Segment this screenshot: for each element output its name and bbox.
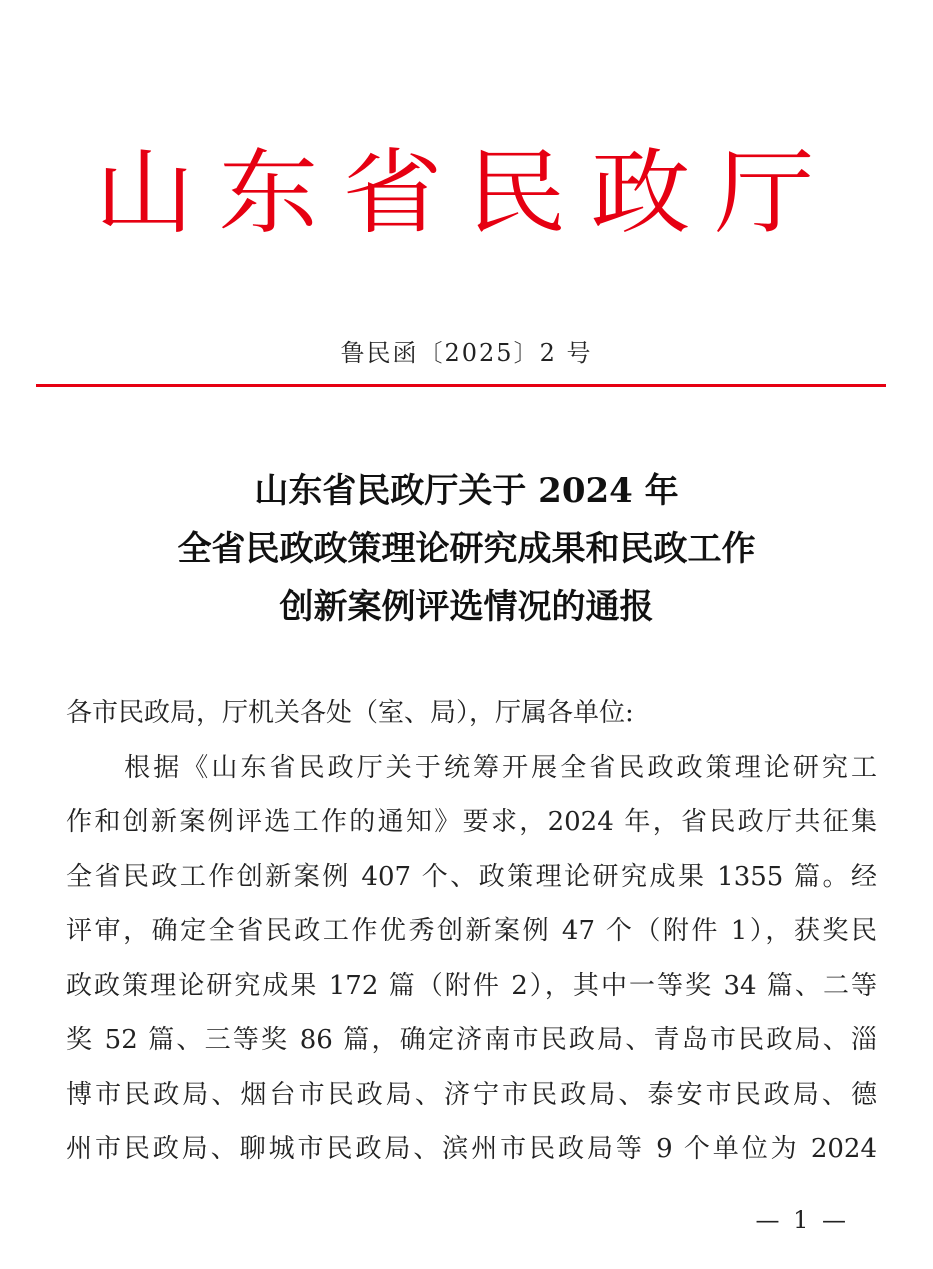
addressee: 各市民政局，厅机关各处（室、局），厅属各单位: <box>66 698 634 728</box>
body-text <box>66 686 877 1177</box>
paragraph-line: 博市民政局、烟台市民政局、济宁市民政局、泰安市民政局、德 <box>66 1079 877 1110</box>
paragraph-line: 全省民政工作创新案例 407 个、政策理论研究成果 1355 篇。经 <box>66 861 877 892</box>
title-line: 山东省民政厅关于 2024 年 <box>254 471 679 511</box>
page-number: — 1 — <box>755 1206 849 1234</box>
paragraph-line: 奖 52 篇、三等奖 86 篇，确定济南市民政局、青岛市民政局、淄 <box>66 1025 877 1055</box>
masthead-org-name: 山东省民政厅 <box>94 138 839 247</box>
red-divider-line <box>36 384 886 387</box>
paragraph-line: 政政策理论研究成果 172 篇（附件 2），其中一等奖 34 篇、二等 <box>66 970 877 1001</box>
title-line: 全省民政政策理论研究成果和民政工作 <box>177 529 756 569</box>
title-line: 创新案例评选情况的通报 <box>279 587 654 627</box>
paragraph-line: 评审，确定全省民政工作优秀创新案例 47 个（附件 1），获奖民 <box>66 916 877 946</box>
paragraph-line: 根据《山东省民政厅关于统筹开展全省民政政策理论研究工 <box>66 752 877 783</box>
document-title <box>0 462 933 636</box>
paragraph-line: 州市民政局、聊城市民政局、滨州市民政局等 9 个单位为 2024 <box>66 1134 877 1164</box>
paragraph-line: 作和创新案例评选工作的通知》要求，2024 年，省民政厅共征集 <box>66 807 877 837</box>
document-number: 鲁民函〔2025〕2 号 <box>340 339 593 367</box>
